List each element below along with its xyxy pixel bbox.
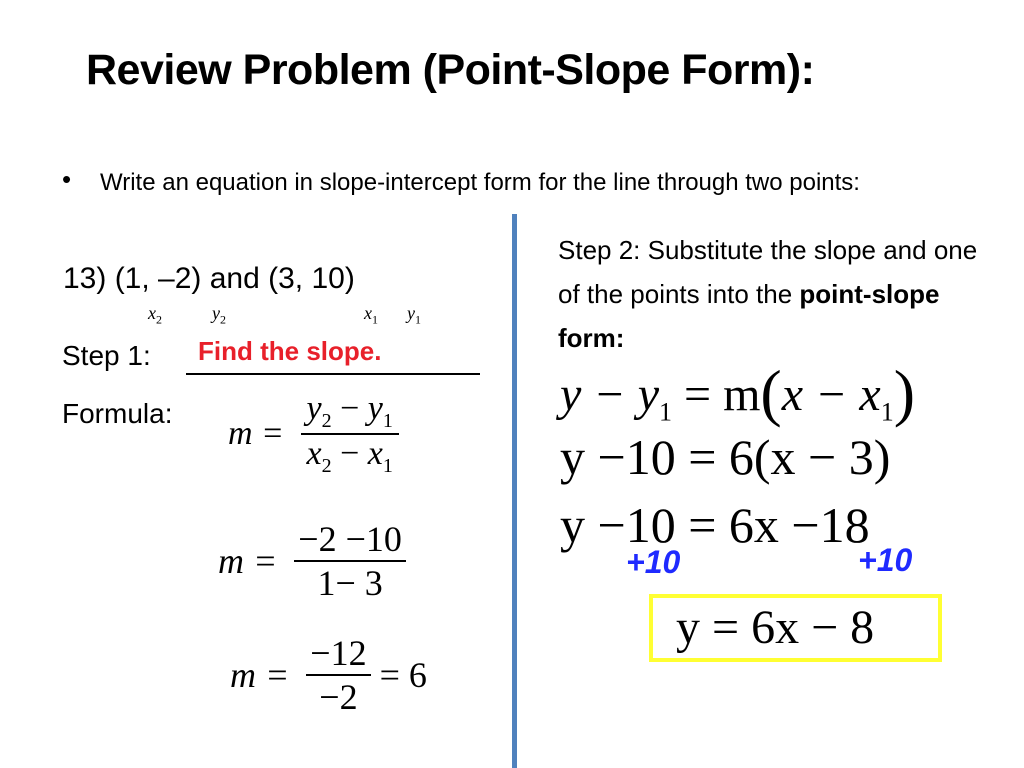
step1-blank-line (186, 373, 480, 375)
label-y1: $y_1$ (407, 303, 421, 327)
bullet-marker: • (62, 164, 72, 194)
slope-formula-fraction (301, 390, 399, 478)
problem-statement: 13) (1, –2) and (3, 10) (63, 262, 355, 295)
step2-text (558, 228, 988, 360)
formula-label: Formula: (62, 398, 173, 429)
slope-substituted-lhs: m = (218, 541, 278, 581)
distributed-equation: y −10 = 6x −18 (560, 497, 870, 553)
slope-result-value: = 6 (379, 655, 427, 695)
final-answer: y = 6x − 8 (676, 601, 875, 654)
slope-substituted-fraction (294, 518, 406, 604)
step2-text-bold: point-slope form: (558, 279, 940, 353)
column-divider (512, 214, 517, 768)
slope-result-lhs: m = (230, 655, 290, 695)
slope-result-numerator: −12 (306, 632, 370, 676)
step1-label: Step 1: (62, 340, 151, 371)
slope-substituted-denominator: 1− 3 (317, 563, 383, 603)
slope-result-fraction (306, 632, 370, 718)
label-x1: $x_1$ (364, 303, 378, 327)
slope-formula-numerator: $y_2 - y_1$ (301, 390, 399, 435)
add-ten-left: +10 (626, 544, 681, 580)
step2-text-lead: Step 2: Substitute the slope and one of the points into the (558, 235, 978, 309)
slope-formula-lhs: m = (228, 414, 284, 452)
label-x2: $x_2$ (148, 303, 162, 327)
substituted-equation: y −10 = 6(x − 3) (560, 429, 891, 485)
slope-result-denominator: −2 (319, 677, 358, 717)
slope-substituted-numerator: −2 −10 (294, 518, 406, 562)
slide-title: Review Problem (Point-Slope Form): (86, 46, 815, 94)
slope-formula (228, 390, 399, 478)
slope-substituted (218, 518, 406, 604)
bullet-text: Write an equation in slope-intercept form for the line through two points: (100, 169, 860, 196)
slope-result (230, 632, 427, 718)
label-y2: $y_2$ (212, 303, 226, 327)
step1-answer: Find the slope. (198, 336, 382, 366)
slope-formula-denominator: $x_2 - x_1$ (306, 434, 393, 477)
add-ten-right: +10 (858, 542, 913, 578)
point-slope-formula: $y - y_1 = m(x - x_1)$ (560, 357, 916, 428)
